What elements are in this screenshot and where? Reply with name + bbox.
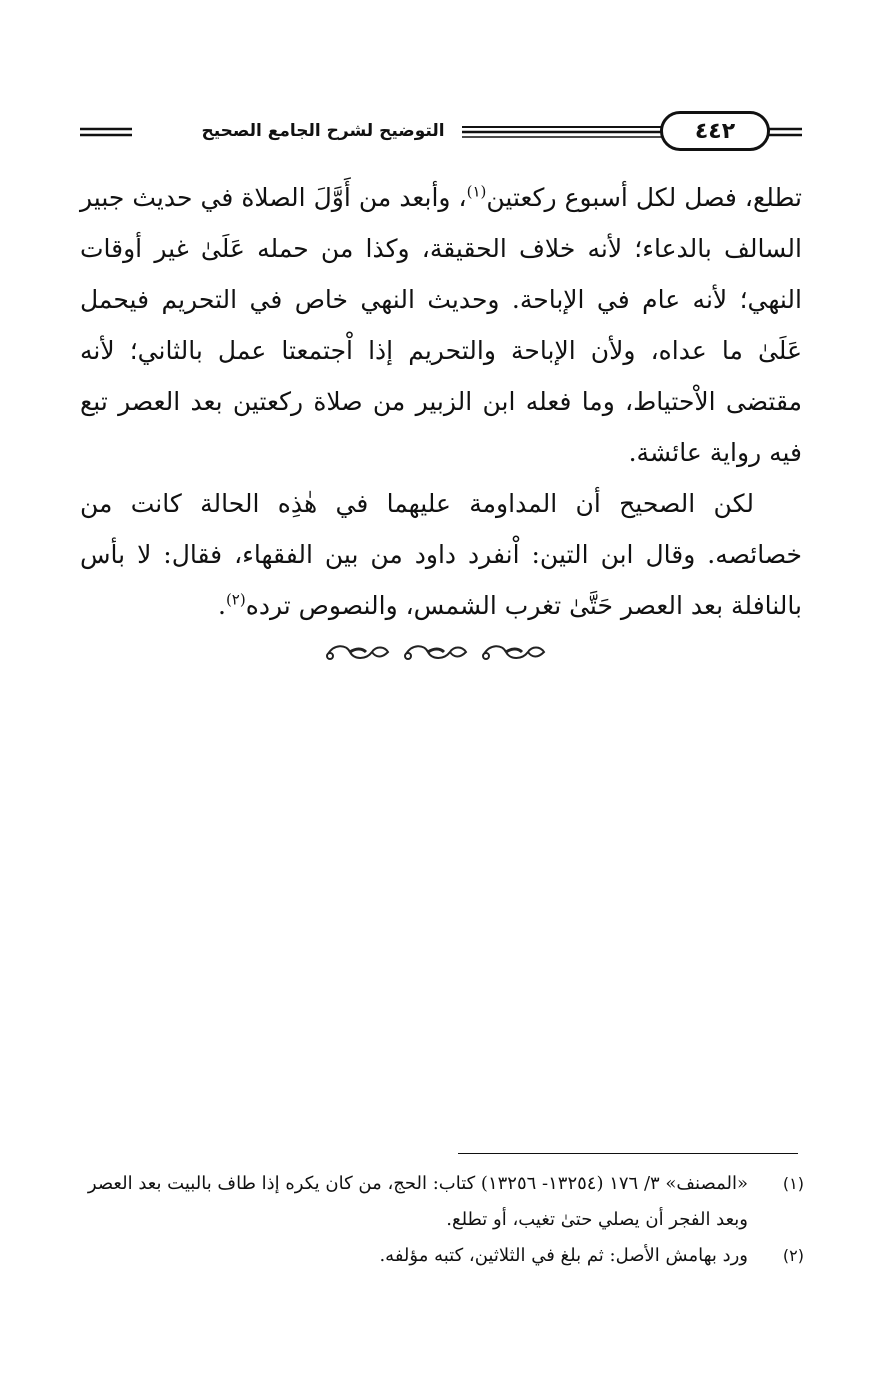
footnotes	[80, 1166, 804, 1274]
section-ornament	[320, 638, 560, 668]
paragraph-2	[80, 478, 802, 631]
footnote-text: «المصنف» ٣/ ١٧٦ (١٣٢٥٤- ١٣٢٥٦) كتاب: الحج، من كان يكره إذا طاف بالبيت بعد العصر وبعد الفجر أن يصلي حتىٰ تغيب، أو تطلع.	[87, 1173, 748, 1230]
ornament-unit	[405, 646, 466, 659]
ornament-unit	[483, 646, 544, 659]
footnote-1	[80, 1166, 804, 1238]
footnote-ref-2[interactable]: (٢)	[225, 590, 246, 609]
footnote-text: ورد بهامش الأصل: ثم بلغ في الثلاثين، كتبه مؤلفه.	[379, 1245, 748, 1266]
page-header	[70, 108, 810, 156]
footnote-separator	[458, 1153, 798, 1154]
paragraph-1	[80, 172, 802, 478]
main-text	[80, 172, 802, 631]
footnote-ref-1[interactable]: (١)	[466, 182, 487, 201]
footnote-number: (١)	[782, 1174, 804, 1193]
page-number-badge: ٤٤٢	[660, 111, 770, 151]
footnote-number: (٢)	[782, 1246, 804, 1265]
ornament-unit	[327, 646, 388, 659]
book-title: التوضيح لشرح الجامع الصحيح	[184, 116, 462, 146]
footnote-2	[80, 1238, 804, 1274]
paragraph-text: لكن الصحيح أن المداومة عليهما في هٰذِه الحالة كانت من خصائصه. وقال ابن التين: اْنفرد داود من بين الفقهاء، فقال: لا بأس بالنافلة بعد العصر حَتَّىٰ تغرب الشمس، والنصوص ترده	[80, 489, 802, 620]
paragraph-text: ، وأبعد من أَوَّلَ الصلاة في حديث جبير السالف بالدعاء؛ لأنه خلاف الحقيقة، وكذا من حمله عَلَىٰ غير أوقات النهي؛ لأنه عام في الإباحة. وحديث النهي خاص في التحريم فيحمل عَلَىٰ ما عداه، ولأن الإباحة والتحريم إذا اْجتمعتا عمل بالثاني؛ لأنه مقتضى الاْحتياط، وما فعله ابن الزبير من صلاة ركعتين بعد العصر تبع فيه رواية عائشة.	[80, 183, 802, 467]
paragraph-text: تطلع، فصل لكل أسبوع ركعتين	[486, 183, 802, 212]
paragraph-text: .	[217, 591, 226, 620]
